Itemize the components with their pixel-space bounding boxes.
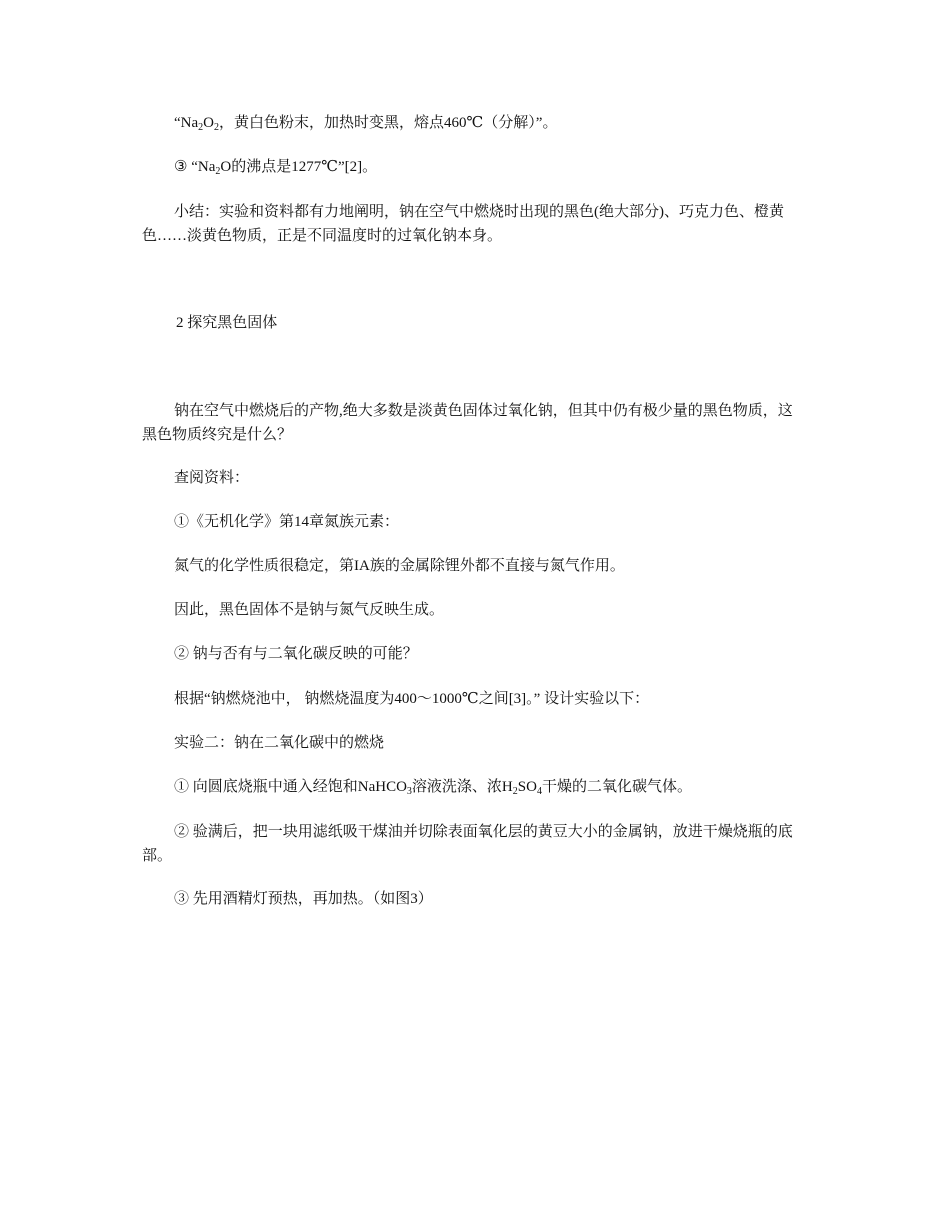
paragraph-na2o-boiling-point: ③ “$Na_2O$的沸点是1277℃”[2]。 xyxy=(174,159,378,177)
paragraph-step-2: ② 验满后，把一块用滤纸吸干煤油并切除表面氧化层的黄豆大小的金属钠，放进干燥烧瓶的底部。 xyxy=(142,824,793,864)
paragraph-step-1: ① 向圆底烧瓶中通入经饱和NaHCO$_3$溶液洗涤、浓$H_2SO_4$干燥的二氧化碳气体。 xyxy=(174,779,692,797)
paragraph-reference-1: ①《无机化学》第14章氮族元素： xyxy=(174,514,400,530)
paragraph-conclusion-nitrogen: 因此，黑色固体不是钠与氮气反映生成。 xyxy=(174,602,445,618)
paragraph-design-basis: 根据“钠燃烧池中， 钠燃烧温度为400～1000℃之间[3]。” 设计实验以下： xyxy=(174,691,650,707)
section-heading: 2 探究黑色固体 xyxy=(176,315,278,331)
paragraph-nitrogen-stability: 氮气的化学性质很稳定，第IA族的金属除锂外都不直接与氮气作用。 xyxy=(174,558,625,574)
paragraph-black-substance-question: 钠在空气中燃烧后的产物,绝大多数是淡黄色固体过氧化钠，但其中仍有极少量的黑色物质，这黑色物质终究是什么？ xyxy=(142,403,793,443)
paragraph-na2o2-properties: “$Na_2O_2$，黄白色粉末，加热时变黑，熔点460℃（分解）”。 xyxy=(174,115,558,133)
paragraph-step-3: ③ 先用酒精灯预热，再加热。（如图3） xyxy=(174,891,433,907)
paragraph-co2-question: ② 钠与否有与二氧化碳反映的可能？ xyxy=(174,646,418,662)
paragraph-experiment-title: 实验二：钠在二氧化碳中的燃烧 xyxy=(174,735,385,751)
paragraph-summary: 小结：实验和资料都有力地阐明，钠在空气中燃烧时出现的黑色(绝大部分)、巧克力色、橙黄色……淡黄色物质，正是不同温度时的过氧化钠本身。 xyxy=(142,204,784,244)
paragraph-references-label: 查阅资料： xyxy=(174,470,250,486)
